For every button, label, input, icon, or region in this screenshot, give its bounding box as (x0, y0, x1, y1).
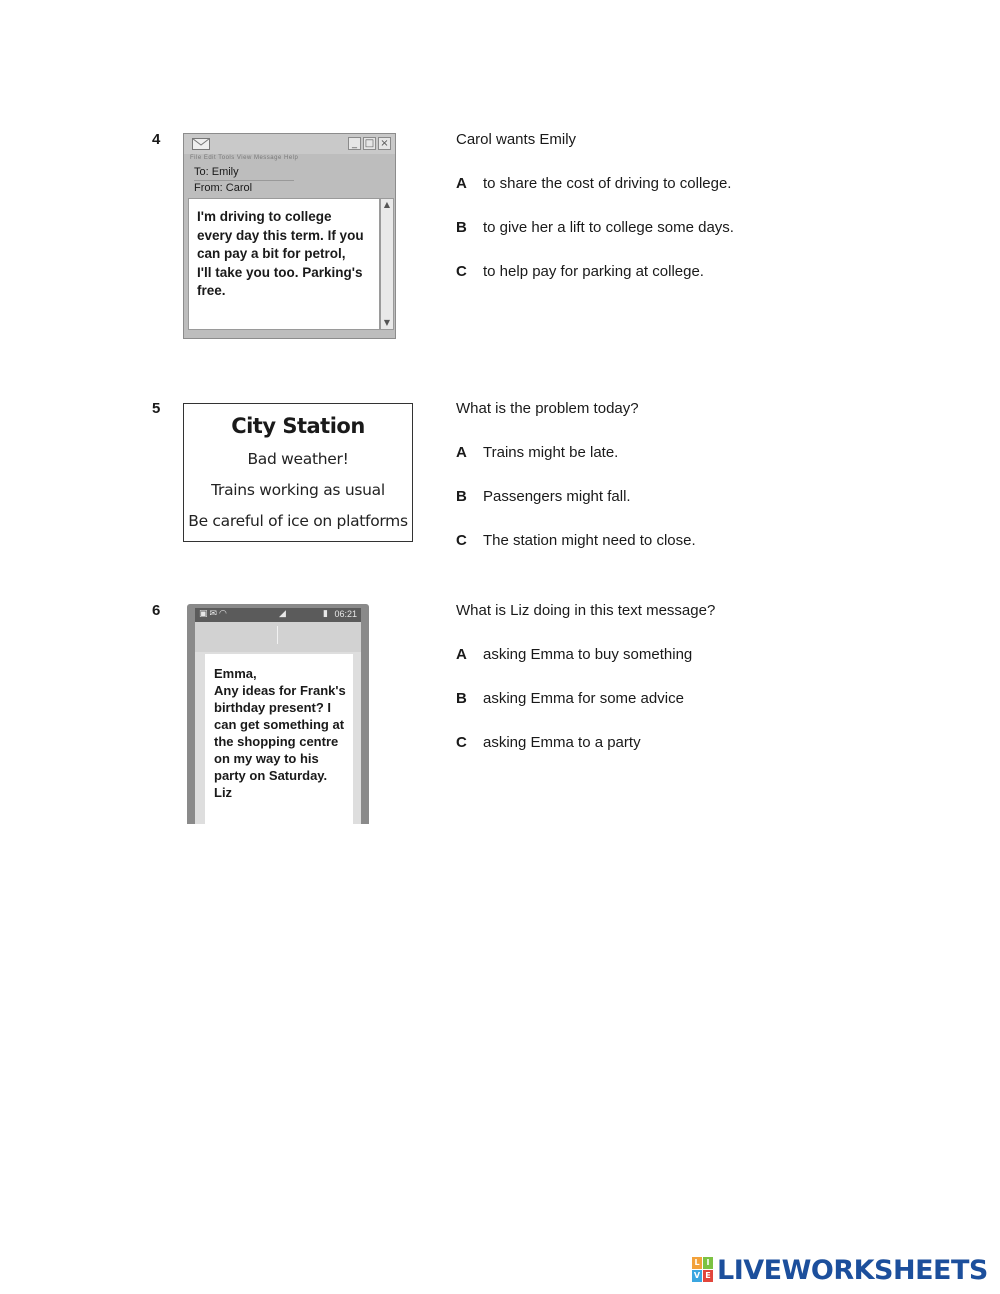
email-body-line: every day this term. If you (197, 227, 364, 243)
option-b[interactable] (456, 219, 876, 263)
option-letter: C (456, 734, 467, 751)
option-letter: C (456, 263, 467, 280)
envelope-icon (192, 138, 210, 150)
option-b[interactable] (456, 488, 876, 532)
minimize-icon: _ (348, 137, 361, 150)
email-window-image (183, 133, 396, 339)
option-letter: B (456, 690, 467, 707)
message-line: party on Saturday. (214, 768, 328, 783)
phone-message-image (187, 604, 369, 824)
email-body-line: I'm driving to college (197, 209, 332, 224)
phone-status-bar (195, 608, 361, 622)
phone-top-bar (195, 622, 361, 652)
option-letter: A (456, 444, 467, 461)
status-icons: ▣✉◠ (199, 609, 229, 619)
email-from: From: Carol (194, 182, 253, 194)
option-text: Trains might be late. (483, 444, 619, 461)
option-letter: A (456, 175, 467, 192)
signal-icon: ◢ (279, 609, 286, 619)
email-body (188, 198, 380, 330)
option-a[interactable] (456, 444, 876, 488)
message-line: Liz (214, 785, 233, 800)
email-titlebar (184, 134, 395, 154)
question-number-6: 6 (152, 602, 161, 619)
email-body-line: I'll take you too. Parking's (197, 264, 363, 280)
chevron-down-icon: ▼ (383, 318, 391, 327)
option-a[interactable] (456, 646, 876, 690)
station-sign-image (183, 403, 413, 542)
message-line: Emma, (214, 666, 257, 681)
option-letter: B (456, 219, 467, 236)
question-6 (456, 602, 876, 778)
option-c[interactable] (456, 532, 876, 576)
chevron-up-icon: ▲ (383, 200, 391, 209)
option-c[interactable] (456, 263, 876, 307)
phone-clock: 06:21 (334, 609, 357, 619)
option-text: asking Emma to a party (483, 734, 641, 751)
question-4 (456, 131, 876, 307)
sign-title: City Station (231, 414, 365, 438)
option-letter: B (456, 488, 467, 505)
sign-line: Bad weather! (247, 450, 349, 468)
question-text: Carol wants Emily (456, 131, 577, 148)
option-text: asking Emma for some advice (483, 690, 684, 707)
message-line: can get something at (214, 717, 345, 732)
option-text: The station might need to close. (483, 532, 696, 549)
message-line: birthday present? I (214, 700, 332, 715)
question-5 (456, 400, 876, 576)
email-to: To: Emily (194, 166, 239, 178)
phone-divider (277, 626, 278, 644)
close-icon: × (378, 137, 391, 150)
question-text: What is the problem today? (456, 400, 639, 417)
option-letter: A (456, 646, 467, 663)
text-message (205, 654, 353, 824)
option-text: to share the cost of driving to college. (483, 175, 732, 192)
question-number-5: 5 (152, 400, 161, 417)
logo-mark-icon: L I V E (692, 1257, 714, 1283)
email-scrollbar (380, 198, 394, 330)
sign-line: Trains working as usual (211, 481, 385, 499)
option-letter: C (456, 532, 467, 549)
question-text: What is Liz doing in this text message? (456, 602, 716, 619)
logo-text: LIVEWORKSHEETS (717, 1254, 988, 1286)
liveworksheets-logo[interactable] (692, 1254, 988, 1286)
message-line: Any ideas for Frank's (214, 683, 346, 698)
option-c[interactable] (456, 734, 876, 778)
sign-line: Be careful of ice on platforms (188, 512, 408, 530)
phone-screen (195, 652, 361, 824)
email-header-divider (194, 180, 294, 181)
option-b[interactable] (456, 690, 876, 734)
option-a[interactable] (456, 175, 876, 219)
option-text: to give her a lift to college some days. (483, 219, 734, 236)
question-number-4: 4 (152, 131, 161, 148)
option-text: asking Emma to buy something (483, 646, 693, 663)
option-text: to help pay for parking at college. (483, 263, 704, 280)
email-body-line: free. (197, 283, 226, 298)
maximize-icon: □ (364, 138, 375, 149)
message-line: the shopping centre (214, 734, 339, 749)
option-text: Passengers might fall. (483, 488, 631, 505)
battery-icon: ▮ (323, 609, 328, 619)
email-menu-bar: File Edit Tools View Message Help (190, 155, 299, 161)
message-line: on my way to his (214, 751, 319, 766)
email-body-line: can pay a bit for petrol, (197, 246, 346, 261)
